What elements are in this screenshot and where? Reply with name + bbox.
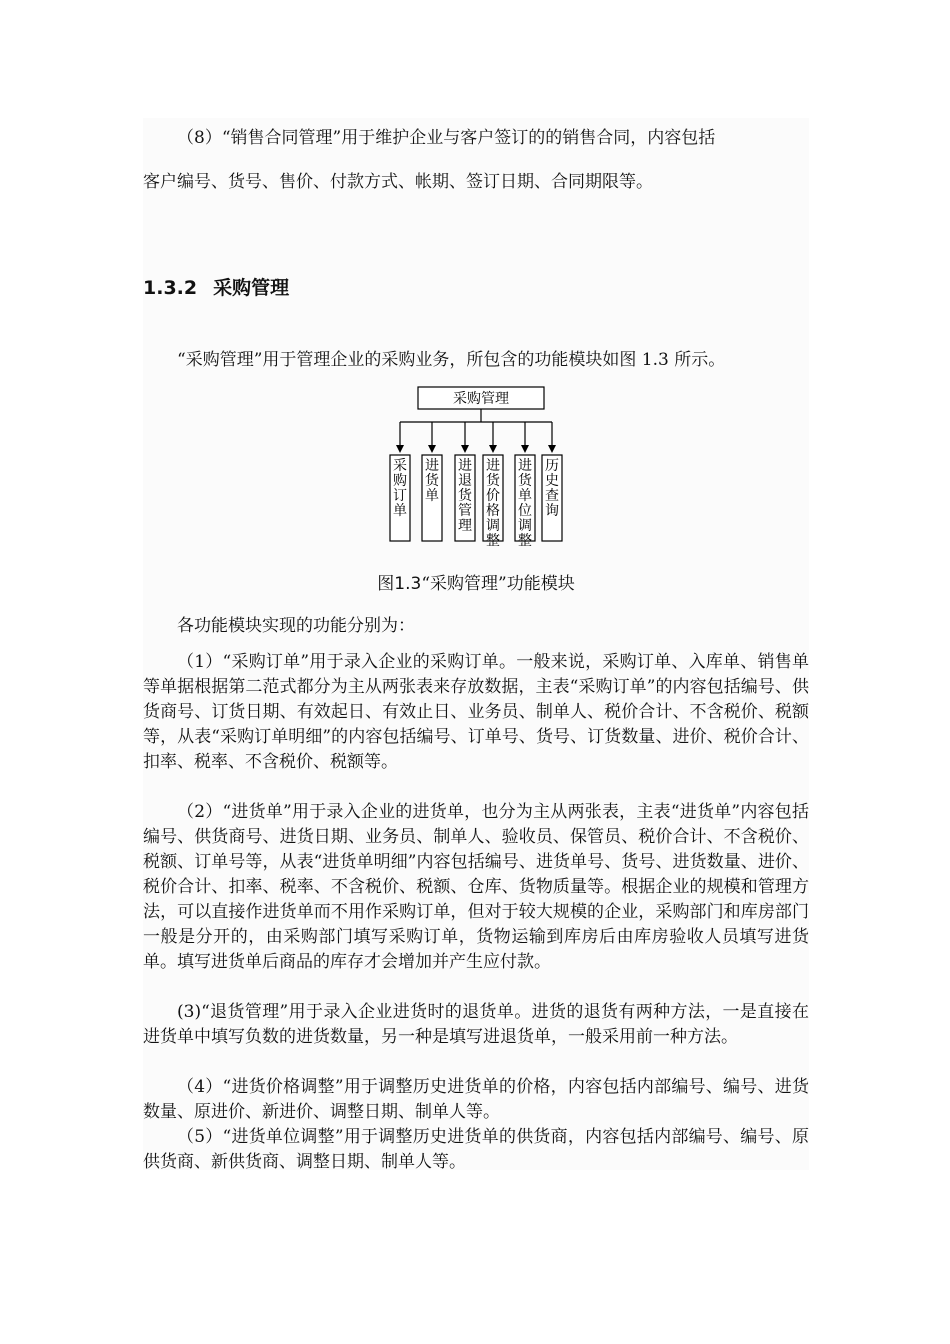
item8-line2: 客户编号、货号、售价、付款方式、帐期、签订日期、合同期限等。 bbox=[143, 172, 653, 192]
item8-line1: （8）“销售合同管理”用于维护企业与客户签订的的销售合同，内容包括 bbox=[177, 128, 716, 148]
module-label: 进货单位调整 bbox=[518, 458, 532, 549]
item-1: （1）“采购订单”用于录入企业的采购订单。一般来说，采购订单、入库单、销售单等单据根据第二范式都分为主从两张表来存放数据，主表“采购订单”的内容包括编号、供货商号、订货日期、有效起日、有效止日、业务员、制单人、税价合计、不含税价、税额等，从表“采购订单明细”的内容包括编号、订单号、货号、订货数量、进价、税价合计、扣率、税率、不含税价、税额等。 bbox=[143, 652, 809, 772]
module-diagram bbox=[380, 380, 570, 550]
item8-paragraph bbox=[143, 116, 809, 204]
caption-text: “采购管理”功能模块 bbox=[421, 574, 575, 594]
caption-number: 1.3 bbox=[394, 574, 422, 594]
module-label: 历史查询 bbox=[545, 458, 559, 519]
section-title: 采购管理 bbox=[213, 277, 290, 299]
section-number: 1.3.2 bbox=[143, 277, 198, 299]
item-2: （2）“进货单”用于录入企业的进货单，也分为主从两张表，主表“进货单”内容包括编号、供货商号、进货日期、业务员、制单人、验收员、保管员、税价合计、不含税价、税额、订单号等，从表“进货单明细”内容包括编号、进货单号、货号、进货数量、进价、税价合计、扣率、税率、不含税价、税额、仓库、货物质量等。根据企业的规模和管理方法，可以直接作进货单而不用作采购订单，但对于较大规模的企业，采购部门和库房部门一般是分开的，由采购部门填写采购订单，货物运输到库房后由库房验收人员填写进货单。填写进货单后商品的库存才会增加并产生应付款。 bbox=[143, 802, 809, 972]
arrow-head bbox=[428, 445, 436, 453]
caption-prefix: 图 bbox=[377, 574, 395, 594]
lead-sentence: 各功能模块实现的功能分别为： bbox=[177, 616, 415, 636]
item-4: （4）“进货价格调整”用于调整历史进货单的价格，内容包括内部编号、编号、进货数量、原进价、新进价、调整日期、制单人等。 bbox=[143, 1077, 809, 1122]
item-3: (3)“退货管理”用于录入企业进货时的退货单。进货的退货有两种方法，一是直接在进货单中填写负数的进货数量，另一种是填写进退货单，一般采用前一种方法。 bbox=[143, 1002, 809, 1047]
root-label: 采购管理 bbox=[453, 391, 509, 407]
module-label: 进货单 bbox=[425, 458, 439, 504]
arrow-head bbox=[461, 445, 469, 453]
arrow-head bbox=[396, 445, 404, 453]
arrow-head bbox=[548, 445, 556, 453]
figure-caption bbox=[143, 572, 809, 597]
module-label: 采购订单 bbox=[393, 458, 407, 519]
module-label: 进货价格调整 bbox=[486, 458, 500, 549]
arrow-head bbox=[489, 445, 497, 453]
section-heading bbox=[143, 273, 289, 300]
arrow-head bbox=[521, 445, 529, 453]
module-label: 进退货管理 bbox=[458, 458, 472, 534]
item-5: （5）“进货单位调整”用于调整历史进货单的供货商，内容包括内部编号、编号、原供货商、新供货商、调整日期、制单人等。 bbox=[143, 1127, 809, 1172]
intro-sentence: “采购管理”用于管理企业的采购业务，所包含的功能模块如图 1.3 所示。 bbox=[177, 350, 726, 370]
